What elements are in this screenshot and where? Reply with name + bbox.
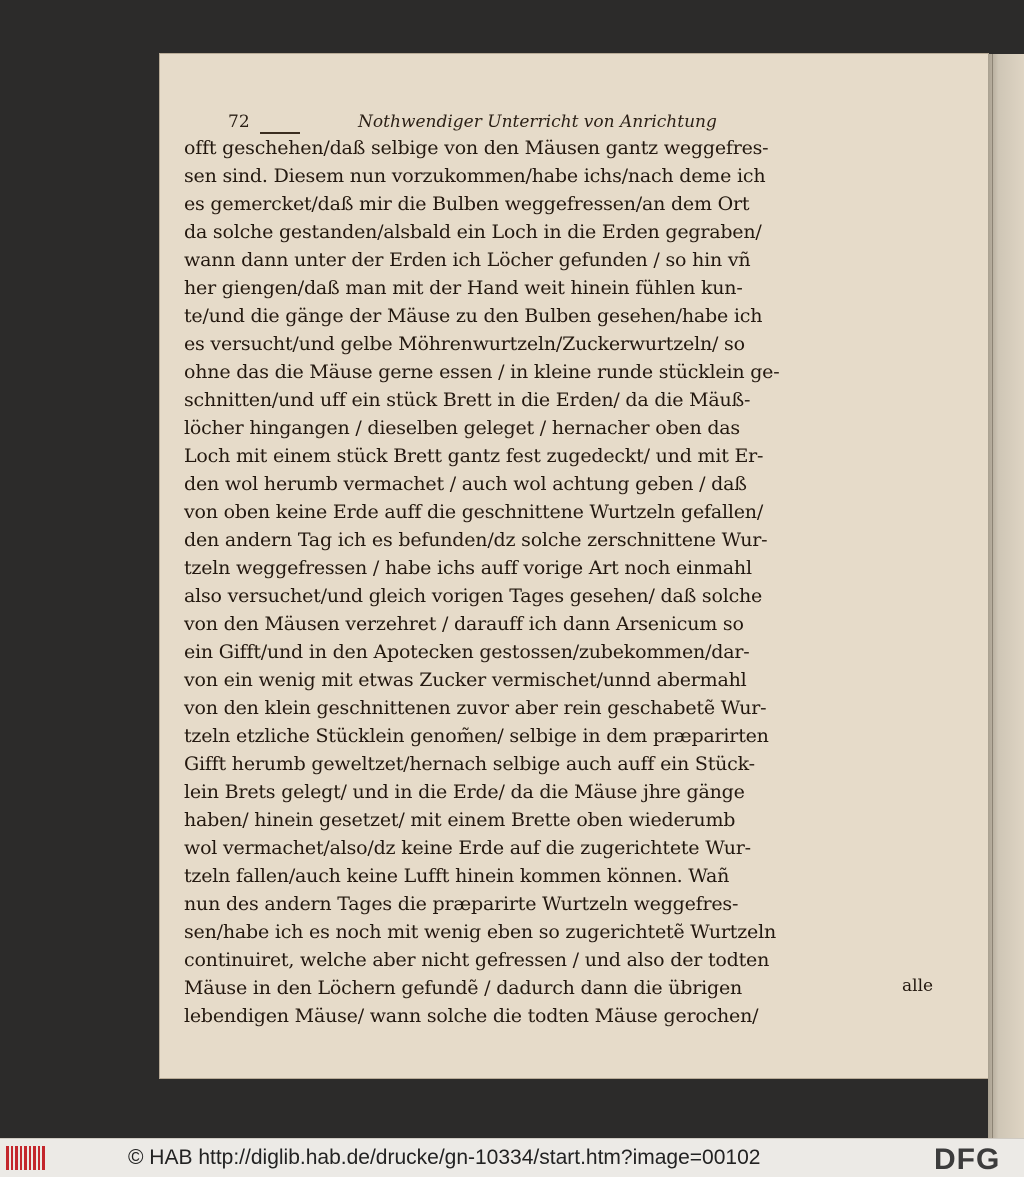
page-body-text: [184, 134, 944, 1030]
text-line: sen/habe ich es noch mit wenig eben so zugerichtetẽ Wurtzeln: [184, 921, 776, 943]
dfg-logo: DFG: [934, 1143, 1001, 1176]
text-line: tzeln fallen/auch keine Lufft hinein kommen können. Wañ: [184, 865, 730, 887]
text-line: lein Brets gelegt/ und in die Erde/ da die Mäuse jhre gänge: [184, 781, 745, 803]
text-line: Loch mit einem stück Brett gantz fest zugedeckt/ und mit Er-: [184, 445, 764, 467]
text-line: sen sind. Diesem nun vorzukommen/habe ichs/nach deme ich: [184, 165, 766, 187]
text-line: Gifft herumb geweltzet/hernach selbige auch auff ein Stück-: [184, 753, 755, 775]
text-line: es gemercket/daß mir die Bulben weggefressen/an dem Ort: [184, 193, 750, 215]
text-line: haben/ hinein gesetzet/ mit einem Brette oben wiederumb: [184, 809, 736, 831]
text-line: lebendigen Mäuse/ wann solche die todten Mäuse gerochen/: [184, 1005, 759, 1027]
text-line: te/und die gänge der Mäuse zu den Bulben gesehen/habe ich: [184, 305, 763, 327]
citation-link[interactable]: © HAB http://diglib.hab.de/drucke/gn-10334/start.htm?image=00102: [128, 1146, 761, 1169]
text-line: ein Gifft/und in den Apotecken gestossen/zubekommen/dar-: [184, 641, 750, 663]
text-line: schnitten/und uff ein stück Brett in die Erden/ da die Mäuß-: [184, 389, 751, 411]
text-line: continuiret, welche aber nicht gefressen / und also der todten: [184, 949, 770, 971]
running-title: Nothwendiger Unterricht von Anrichtung: [358, 112, 717, 132]
text-line: ohne das die Mäuse gerne essen / in kleine runde stücklein ge-: [184, 361, 780, 383]
text-line: löcher hingangen / dieselben geleget / hernacher oben das: [184, 417, 740, 439]
barcode-icon: [6, 1146, 46, 1170]
page-number: 72: [228, 112, 250, 132]
text-line: also versuchet/und gleich vorigen Tages gesehen/ daß solche: [184, 585, 763, 607]
text-line: den wol herumb vermachet / auch wol achtung geben / daß: [184, 473, 747, 495]
text-line: von ein wenig mit etwas Zucker vermischet/unnd abermahl: [184, 669, 747, 691]
text-line: Mäuse in den Löchern gefundẽ / dadurch dann die übrigen: [184, 977, 743, 999]
text-line: wol vermachet/also/dz keine Erde auf die zugerichtete Wur-: [184, 837, 751, 859]
text-line: tzeln etzliche Stücklein genom̃en/ selbige in dem præparirten: [184, 725, 769, 747]
text-line: wann dann unter der Erden ich Löcher gefunden / so hin vñ: [184, 249, 751, 271]
page-header: [228, 112, 848, 136]
text-line: da solche gestanden/alsbald ein Loch in die Erden gegraben/: [184, 221, 762, 243]
next-page-edge: [988, 54, 1024, 1138]
text-line: her giengen/daß man mit der Hand weit hinein fühlen kun-: [184, 277, 743, 299]
text-line: von den klein geschnittenen zuvor aber rein geschabetẽ Wur-: [184, 697, 767, 719]
text-line: tzeln weggefressen / habe ichs auff vorige Art noch einmahl: [184, 557, 752, 579]
footer-bar: [0, 1138, 1024, 1177]
text-line: von oben keine Erde auff die geschnittene Wurtzeln gefallen/: [184, 501, 764, 523]
text-line: es versucht/und gelbe Möhrenwurtzeln/Zuckerwurtzeln/ so: [184, 333, 745, 355]
text-line: offt geschehen/daß selbige von den Mäusen gantz weggefres-: [184, 137, 769, 159]
catchword: alle: [902, 976, 934, 996]
text-line: von den Mäusen verzehret / darauff ich dann Arsenicum so: [184, 613, 744, 635]
text-line: nun des andern Tages die præparirte Wurtzeln weggefres-: [184, 893, 739, 915]
text-line: den andern Tag ich es befunden/dz solche zerschnittene Wur-: [184, 529, 768, 551]
